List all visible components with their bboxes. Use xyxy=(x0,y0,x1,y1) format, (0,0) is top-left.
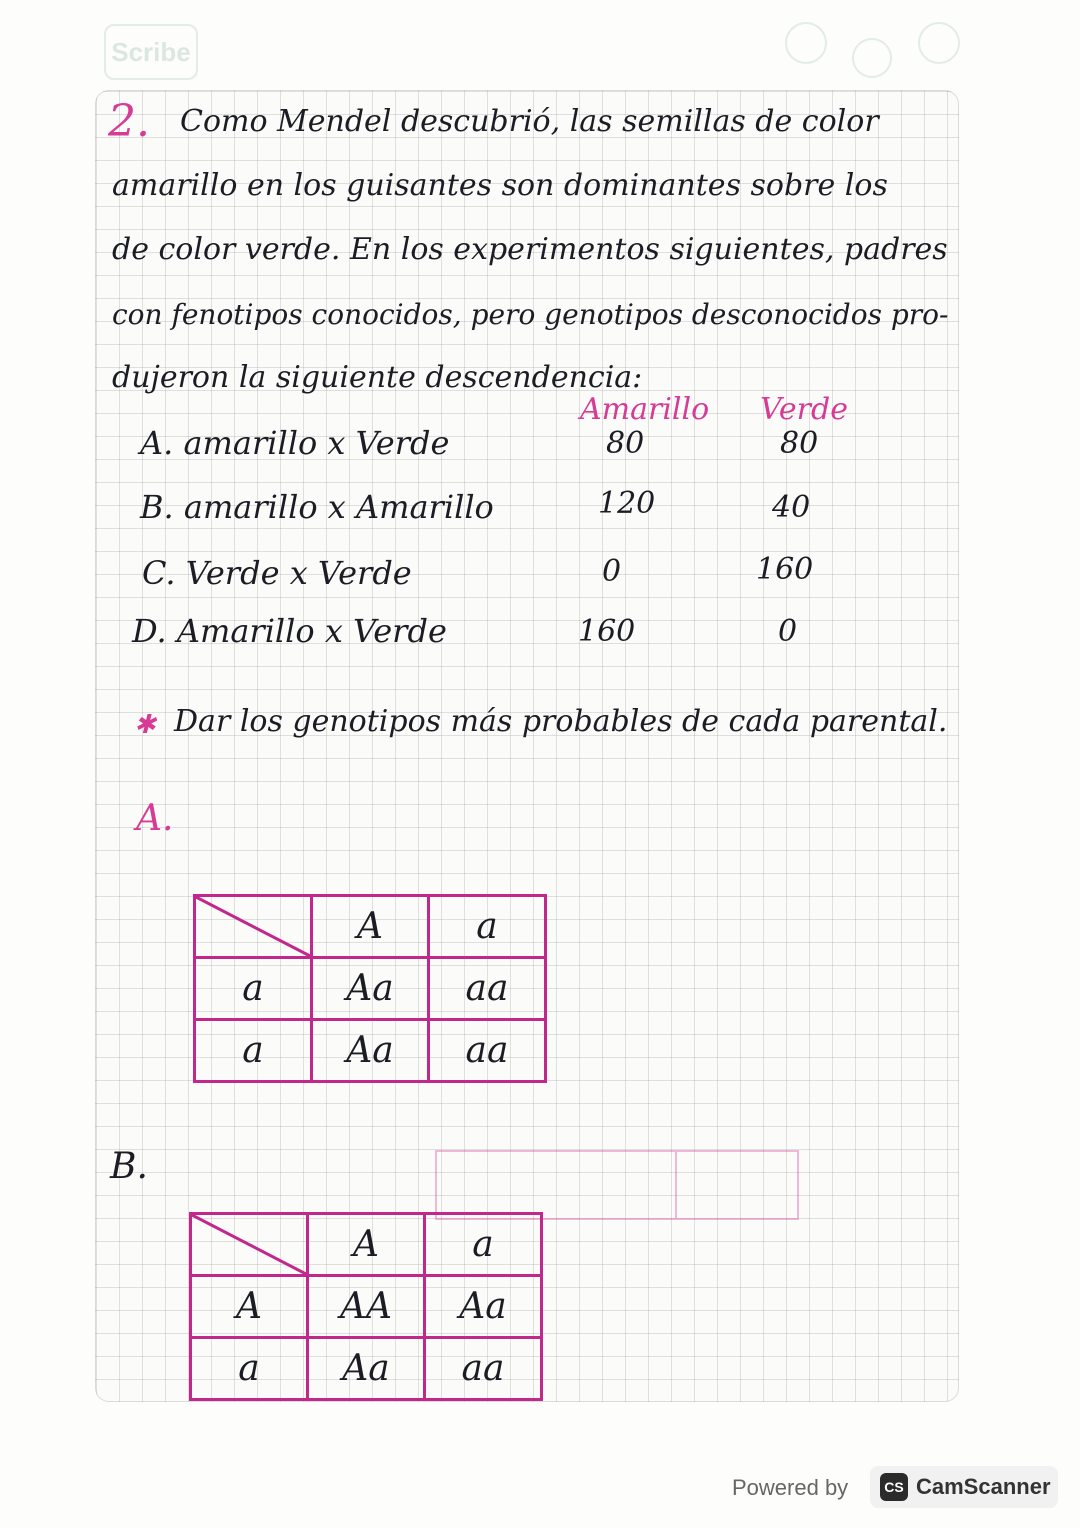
genotype-cell: AA xyxy=(308,1276,425,1338)
genotype-cell: aa xyxy=(429,1020,546,1082)
camscanner-name: CamScanner xyxy=(916,1474,1051,1499)
bullet-star-icon: ✱ xyxy=(134,710,156,740)
faint-circle-icon xyxy=(852,38,892,78)
bleed-through-box xyxy=(435,1150,799,1220)
allele-side: a xyxy=(195,958,312,1020)
header-verde: Verde xyxy=(760,392,848,427)
allele-header: a xyxy=(429,896,546,958)
faint-circle-icon xyxy=(918,22,960,64)
count-amarillo: 80 xyxy=(606,426,645,461)
genotype-cell: Aa xyxy=(425,1276,542,1338)
count-verde: 40 xyxy=(772,490,811,525)
section-a-label: A. xyxy=(136,798,174,839)
count-amarillo: 120 xyxy=(598,486,656,521)
problem-number: 2. xyxy=(108,96,150,147)
punnett-square-b xyxy=(189,1212,543,1401)
header-amarillo: Amarillo xyxy=(580,392,710,427)
cross-label: B. amarillo x Amarillo xyxy=(140,488,494,526)
powered-by-text: Powered by xyxy=(732,1475,849,1500)
camscanner-badge xyxy=(870,1466,1058,1508)
allele-header: A xyxy=(312,896,429,958)
count-verde: 80 xyxy=(780,426,819,461)
corner-cell xyxy=(195,896,312,958)
allele-side: a xyxy=(191,1338,308,1400)
section-b-label: B. xyxy=(110,1146,148,1187)
camscanner-logo-icon: CS xyxy=(880,1473,908,1501)
cross-label: C. Verde x Verde xyxy=(142,554,412,592)
count-amarillo: 160 xyxy=(578,614,636,649)
faint-circle-icon xyxy=(785,22,827,64)
genotype-cell: aa xyxy=(429,958,546,1020)
count-verde: 160 xyxy=(756,552,814,587)
problem-line: con fenotipos conocidos, pero genotipos desconocidos pro- xyxy=(112,298,949,331)
genotype-cell: Aa xyxy=(312,1020,429,1082)
genotype-cell: Aa xyxy=(308,1338,425,1400)
cross-label: D. Amarillo x Verde xyxy=(132,612,447,650)
problem-line: Como Mendel descubrió, las semillas de color xyxy=(180,104,879,139)
allele-side: A xyxy=(191,1276,308,1338)
punnett-square-a xyxy=(193,894,547,1083)
cross-label: A. amarillo x Verde xyxy=(140,424,450,462)
genotype-cell: aa xyxy=(425,1338,542,1400)
genotype-cell: Aa xyxy=(312,958,429,1020)
instruction-text: Dar los genotipos más probables de cada parental. xyxy=(174,704,948,739)
problem-line: de color verde. En los experimentos siguientes, padres xyxy=(112,232,948,267)
problem-line: amarillo en los guisantes son dominantes sobre los xyxy=(112,168,888,203)
count-verde: 0 xyxy=(778,614,798,649)
brand-watermark: Scribe xyxy=(104,24,198,80)
count-amarillo: 0 xyxy=(602,554,622,589)
allele-side: a xyxy=(195,1020,312,1082)
allele-header: a xyxy=(425,1214,542,1276)
problem-line: dujeron la siguiente descendencia: xyxy=(112,360,643,395)
allele-header: A xyxy=(308,1214,425,1276)
corner-cell xyxy=(191,1214,308,1276)
